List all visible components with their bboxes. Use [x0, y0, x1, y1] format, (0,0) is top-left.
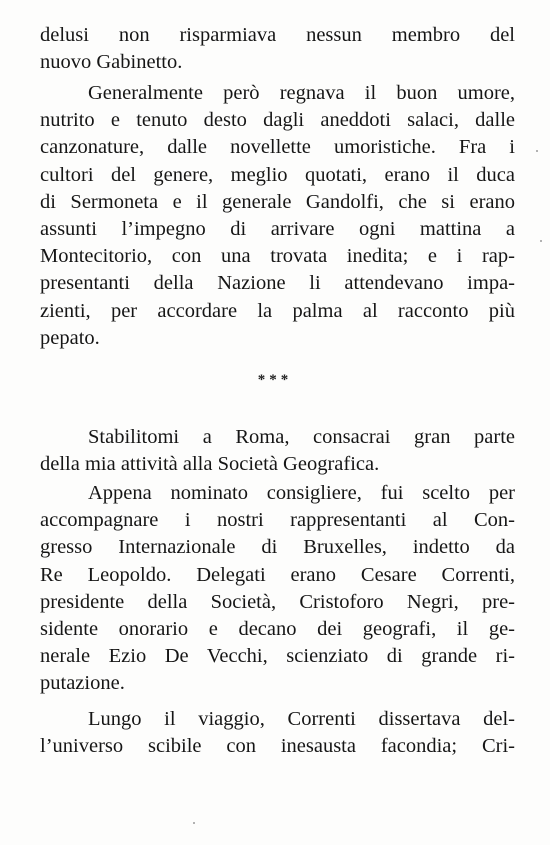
text-line: gresso Internazionale di Bruxelles, indetto da: [40, 536, 515, 559]
text-line: cultori del genere, meglio quotati, erano il duca: [40, 163, 515, 186]
text-line: putazione.: [40, 672, 125, 695]
text-line: presentanti della Nazione li attendevano impa-: [40, 272, 515, 295]
text-line: nuovo Gabinetto.: [40, 51, 183, 74]
text-line: nutrito e tenuto desto dagli aneddoti salaci, dalle: [40, 109, 515, 132]
text-line: zienti, per accordare la palma al racconto più: [40, 299, 515, 322]
text-line: di Sermoneta e il generale Gandolfi, che si erano: [40, 190, 515, 213]
text-line: Generalmente però regnava il buon umore,: [88, 82, 515, 104]
text-line: Re Leopoldo. Delegati erano Cesare Correnti,: [40, 563, 515, 586]
paragraph-1: [40, 22, 515, 76]
paper-speck: [193, 822, 195, 824]
text-line: Stabilitomi a Roma, consacrai gran parte: [88, 426, 515, 448]
text-line: Lungo il viaggio, Correnti dissertava del-: [88, 708, 515, 730]
paragraph-2: [40, 80, 515, 352]
text-line: canzonature, dalle novellette umoristiche. Fra i: [40, 136, 515, 159]
text-line: della mia attività alla Società Geografica.: [40, 453, 380, 476]
paper-speck: [540, 240, 542, 242]
text-line: assunti l’impegno di arrivare ogni mattina a: [40, 217, 515, 240]
text-line: pepato.: [40, 326, 100, 349]
paragraph-4: [40, 480, 515, 698]
text-line: presidente della Società, Cristoforo Negri, pre-: [40, 590, 515, 613]
text-line: Appena nominato consigliere, fui scelto per: [88, 482, 515, 504]
text-line: sidente onorario e decano dei geografi, il ge-: [40, 617, 515, 640]
text-line: accompagnare i nostri rappresentanti al Con-: [40, 509, 515, 532]
paper-speck: [536, 150, 538, 152]
paragraph-3: [40, 424, 515, 478]
section-separator: ***: [257, 372, 293, 388]
text-line: Montecitorio, con una trovata inedita; e i rap-: [40, 245, 515, 268]
text-line: l’universo scibile con inesausta facondia; Cri-: [40, 735, 515, 758]
text-line: nerale Ezio De Vecchi, scienziato di grande ri-: [40, 645, 515, 668]
paragraph-5: [40, 706, 515, 760]
text-line: delusi non risparmiava nessun membro del: [40, 24, 515, 46]
